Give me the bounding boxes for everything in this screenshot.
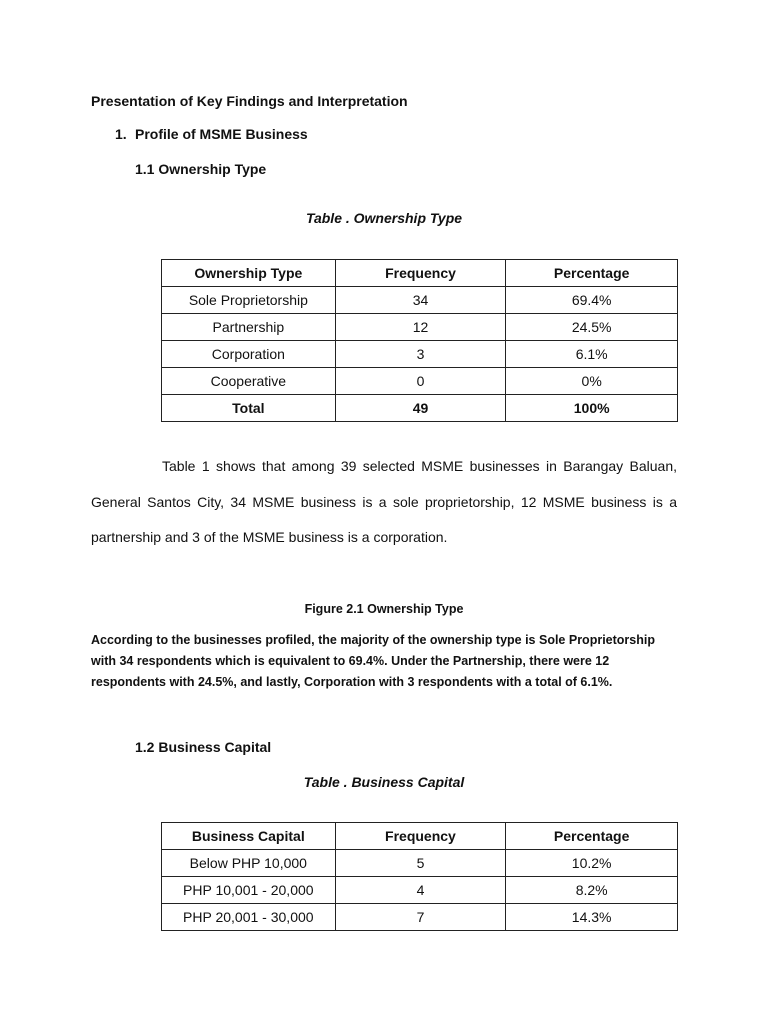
page-heading: Presentation of Key Findings and Interpretation bbox=[91, 93, 408, 109]
table-cell: 5 bbox=[335, 850, 506, 877]
table-header-row bbox=[162, 260, 678, 287]
table-cell: 4 bbox=[335, 877, 506, 904]
table-cell: 69.4% bbox=[506, 287, 678, 314]
table-cell: 49 bbox=[335, 395, 506, 422]
ownership-table bbox=[161, 259, 678, 422]
table-cell: Cooperative bbox=[162, 368, 336, 395]
table-total-row bbox=[162, 395, 678, 422]
capital-table bbox=[161, 822, 678, 931]
table-row bbox=[162, 341, 678, 368]
table-row bbox=[162, 877, 678, 904]
table-cell: Sole Proprietorship bbox=[162, 287, 336, 314]
table-cell: 3 bbox=[335, 341, 506, 368]
table-row bbox=[162, 850, 678, 877]
header-cell: Frequency bbox=[335, 823, 506, 850]
section-heading bbox=[115, 126, 308, 142]
section-number: 1. bbox=[115, 126, 127, 142]
table-cell: 100% bbox=[506, 395, 678, 422]
section-title: Profile of MSME Business bbox=[135, 126, 308, 142]
table-caption-capital: Table . Business Capital bbox=[303, 774, 465, 790]
table-cell: Below PHP 10,000 bbox=[162, 850, 336, 877]
table-row bbox=[162, 368, 678, 395]
table-cell: Partnership bbox=[162, 314, 336, 341]
table-cell: PHP 10,001 - 20,000 bbox=[162, 877, 336, 904]
table-cell: 12 bbox=[335, 314, 506, 341]
subsection-heading-capital: 1.2 Business Capital bbox=[135, 739, 272, 755]
table-cell: 34 bbox=[335, 287, 506, 314]
table-cell: 8.2% bbox=[506, 877, 678, 904]
table-cell: 0 bbox=[335, 368, 506, 395]
header-cell: Frequency bbox=[335, 260, 506, 287]
header-cell: Business Capital bbox=[162, 823, 336, 850]
table-cell: 24.5% bbox=[506, 314, 678, 341]
figure-description: According to the businesses profiled, the majority of the ownership type is Sole Proprietorship with 34 respondents which is equivalent to 69.4%. Under the Partnership, there were 12 respondents with 24.5%, and lastly, Corporation with 3 respondents with a total of 6.1%. bbox=[91, 633, 655, 689]
table-row bbox=[162, 287, 678, 314]
header-cell: Percentage bbox=[506, 260, 678, 287]
header-cell: Ownership Type bbox=[162, 260, 336, 287]
table-cell: 6.1% bbox=[506, 341, 678, 368]
body-paragraph bbox=[91, 449, 677, 556]
table-cell: 0% bbox=[506, 368, 678, 395]
table-cell: 7 bbox=[335, 904, 506, 931]
table-caption-ownership: Table . Ownership Type bbox=[305, 210, 463, 226]
table-row bbox=[162, 904, 678, 931]
paragraph-text: Table 1 shows that among 39 selected MSME businesses in Barangay Baluan, General Santos City, 34 MSME business is a sole proprietorship, 12 MSME business is a partnership and 3 of the MSME business is a corporation. bbox=[91, 458, 677, 545]
table-cell: 10.2% bbox=[506, 850, 678, 877]
table-cell: Total bbox=[162, 395, 336, 422]
table-cell: Corporation bbox=[162, 341, 336, 368]
table-header-row bbox=[162, 823, 678, 850]
figure-title: Figure 2.1 Ownership Type bbox=[304, 602, 464, 616]
table-cell: PHP 20,001 - 30,000 bbox=[162, 904, 336, 931]
subsection-heading-ownership: 1.1 Ownership Type bbox=[135, 161, 267, 177]
table-row bbox=[162, 314, 678, 341]
header-cell: Percentage bbox=[506, 823, 678, 850]
table-cell: 14.3% bbox=[506, 904, 678, 931]
